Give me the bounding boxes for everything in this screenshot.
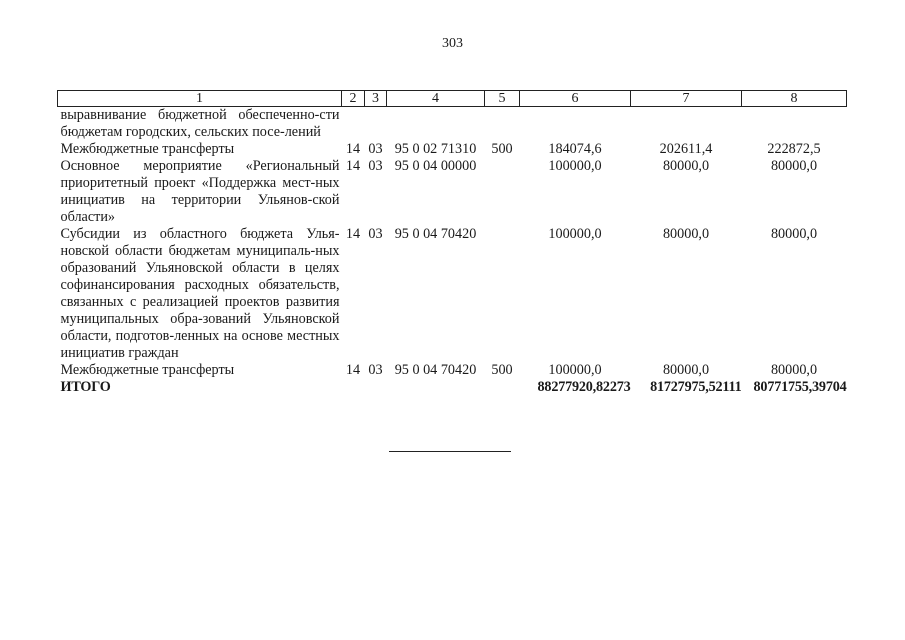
column-header-4: 4 — [387, 91, 485, 107]
column-header-1: 1 — [58, 91, 342, 107]
section-code: 14 — [345, 362, 361, 378]
table-row — [58, 141, 847, 158]
table-row — [58, 362, 847, 379]
column-header-7: 7 — [631, 91, 742, 107]
target-item-code: 95 0 04 00000 — [394, 158, 477, 174]
amount-col-6: 100000,0 — [548, 226, 602, 242]
expense-type-code — [485, 226, 520, 362]
row-description: выравнивание бюджетной обеспеченно-сти бюджетам городских, сельских посе-лений — [60, 107, 340, 140]
target-item-code — [387, 107, 485, 142]
subsection-code: 03 — [368, 141, 383, 157]
section-code: 14 — [345, 226, 361, 242]
expense-type-code — [485, 107, 520, 142]
budget-table — [57, 90, 847, 396]
amount-col-8: 80000,0 — [770, 226, 818, 242]
amount-col-7: 80000,0 — [662, 362, 710, 378]
amount-col-8: 80000,0 — [770, 158, 818, 174]
page-number: 303 — [442, 36, 463, 51]
amount-col-7: 80000,0 — [662, 158, 710, 174]
amount-col-6: 184074,6 — [548, 141, 602, 157]
amount-col-7 — [631, 107, 742, 142]
amount-col-8: 222872,5 — [767, 141, 821, 157]
amount-col-8 — [742, 107, 847, 142]
column-header-6: 6 — [520, 91, 631, 107]
row-description: Основное мероприятие «Региональный приоритетный проект «Поддержка мест-ных инициатив на территории Ульянов-ской области» — [60, 158, 340, 225]
table-row — [58, 107, 847, 142]
total-col-6: 88277920,82273 — [537, 379, 631, 395]
column-header-3: 3 — [365, 91, 387, 107]
amount-col-6: 100000,0 — [548, 362, 602, 378]
expense-type-code: 500 — [491, 141, 513, 157]
expense-type-code — [485, 158, 520, 226]
amount-col-7: 202611,4 — [659, 141, 713, 157]
table-row — [58, 226, 847, 362]
section-code — [342, 107, 365, 142]
target-item-code: 95 0 04 70420 — [394, 362, 477, 378]
column-header-8: 8 — [742, 91, 847, 107]
target-item-code: 95 0 02 71310 — [394, 141, 477, 157]
section-code: 14 — [345, 141, 361, 157]
subsection-code: 03 — [368, 362, 383, 378]
column-header-2: 2 — [342, 91, 365, 107]
column-header-5: 5 — [485, 91, 520, 107]
closing-rule — [389, 451, 511, 452]
subsection-code: 03 — [368, 226, 383, 242]
row-description: Межбюджетные трансферты — [60, 141, 235, 157]
total-col-8: 80771755,39704 — [753, 379, 847, 395]
column-number-row — [58, 91, 847, 107]
subsection-code: 03 — [368, 158, 383, 174]
amount-col-6: 100000,0 — [548, 158, 602, 174]
row-description: Субсидии из областного бюджета Улья-новской области бюджетам муниципаль-ных образований Ульяновской области в целях софинансирования расходных обязательств, связанных с реализацией проектов развития муниципальных обра-зований Ульяновской области, подготов-ленных на основе местных инициатив граждан — [60, 226, 340, 361]
row-description: Межбюджетные трансферты — [60, 362, 235, 378]
amount-col-6 — [520, 107, 631, 142]
total-row — [58, 379, 847, 396]
table-row — [58, 158, 847, 226]
expense-type-code: 500 — [491, 362, 513, 378]
section-code: 14 — [345, 158, 361, 174]
amount-col-8: 80000,0 — [770, 362, 818, 378]
total-label: ИТОГО — [60, 379, 111, 395]
target-item-code: 95 0 04 70420 — [394, 226, 477, 242]
subsection-code — [365, 107, 387, 142]
total-col-7: 81727975,52111 — [650, 379, 742, 395]
amount-col-7: 80000,0 — [662, 226, 710, 242]
